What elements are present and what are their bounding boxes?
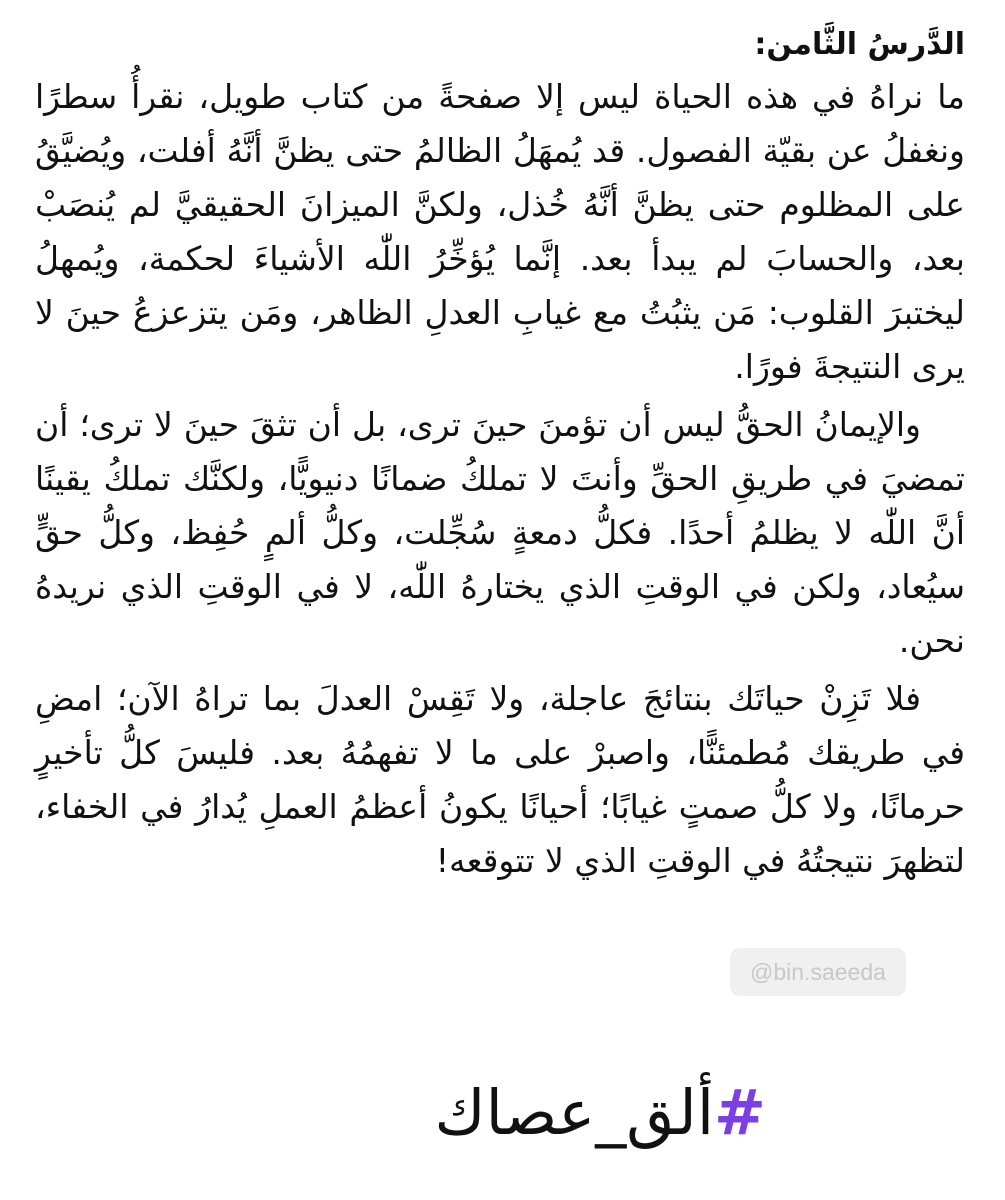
paragraph-3: فلا تَزِنْ حياتَك بنتائجَ عاجلة، ولا تَقِسْ العدلَ بما تراهُ الآن؛ امضِ في طريقك مُطمئنًّا، واصبرْ على ما لا تفهمُهُ بعد. فليسَ كلُّ تأخيرٍ حرمانًا، ولا كلُّ صمتٍ غيابًا؛ أحيانًا يكونُ أعظمُ العملِ يُدارُ في الخفاء، لتظهرَ نتيجتُهُ في الوقتِ الذي لا تتوقعه! (35, 679, 965, 880)
hashtag-symbol: # (714, 1076, 766, 1149)
hashtag-text: ألق_عصاك (434, 1076, 715, 1149)
paragraph-1: ما نراهُ في هذه الحياة ليس إلا صفحةً من كتاب طويل، نقرأُ سطرًا ونغفلُ عن بقيّة الفصول. قد يُمهَلُ الظالمُ حتى يظنَّ أنَّهُ أفلت، ويُضيَّقُ على المظلوم حتى يظنَّ أنَّهُ خُذل، ولكنَّ الميزانَ الحقيقيَّ لم يُنصَبْ بعد، والحسابَ لم يبدأ بعد. إنَّما يُؤخِّرُ اللّٰه الأشياءَ لحكمة، ويُمهلُ ليختبرَ القلوب: مَن يثبُتُ مع غيابِ العدلِ الظاهر، ومَن يتزعزعُ حينَ لا يرى النتيجةَ فورًا. (35, 77, 965, 386)
watermark-handle: @bin.saeeda (730, 948, 906, 996)
lesson-title: الدَّرسُ الثَّامن: (754, 27, 965, 62)
hashtag (436, 1068, 766, 1158)
paragraph-2: والإيمانُ الحقُّ ليس أن تؤمنَ حينَ ترى، بل أن تثقَ حينَ لا ترى؛ أن تمضيَ في طريقِ الحقِّ وأنتَ لا تملكُ ضمانًا دنيويًّا، ولكنَّك تملكُ يقينًا أنَّ اللّٰه لا يظلمُ أحدًا. فكلُّ دمعةٍ سُجِّلت، وكلُّ ألمٍ حُفِظ، وكلُّ حقٍّ سيُعاد، ولكن في الوقتِ الذي يختارهُ اللّٰه، لا في الوقتِ الذي نريدهُ نحن. (35, 405, 965, 660)
article (35, 22, 965, 888)
